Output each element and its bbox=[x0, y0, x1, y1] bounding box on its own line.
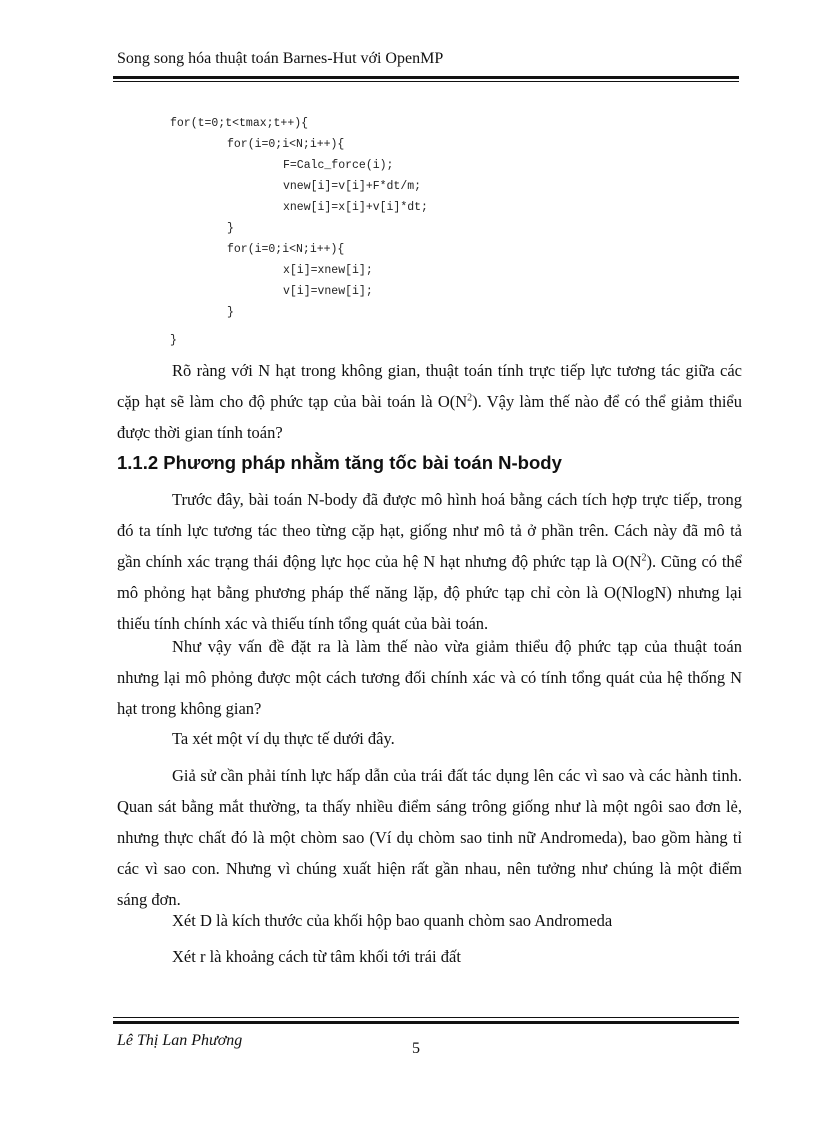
paragraph-define-d bbox=[117, 905, 742, 936]
code-line: } bbox=[227, 306, 234, 319]
section-heading: 1.1.2 Phương pháp nhằm tăng tốc bài toán N-body bbox=[117, 452, 562, 473]
code-line: for(t=0;t<tmax;t++){ bbox=[170, 117, 309, 130]
paragraph-text: Ta xét một ví dụ thực tế dưới đây. bbox=[172, 729, 395, 748]
paragraph-text: ). Vậy làm thế nào để có thể giảm thiểu được thời gian tính toán? bbox=[117, 392, 742, 442]
superscript: 2 bbox=[467, 392, 473, 404]
code-line: } bbox=[227, 222, 234, 235]
code-line: } bbox=[170, 334, 177, 347]
code-line: xnew[i]=x[i]+v[i]*dt; bbox=[283, 201, 428, 214]
footer-rule-thin bbox=[113, 1017, 739, 1018]
paragraph-history bbox=[117, 484, 742, 639]
code-line: for(i=0;i<N;i++){ bbox=[227, 243, 345, 256]
paragraph-example-intro bbox=[117, 723, 742, 754]
paragraph-text: Trước đây, bài toán N-body đã được mô hình hoá bằng cách tích hợp trực tiếp, trong đó ta tính lực tương tác theo từng cặp hạt, giống như mô tả ở phần trên. Cách này đã mô tả gần chính xác trạng thái động lực học của hệ N hạt nhưng độ phức tạp là O(N bbox=[117, 490, 742, 571]
header-rule-thin bbox=[113, 81, 739, 82]
code-line: x[i]=xnew[i]; bbox=[283, 264, 373, 277]
paragraph-text: Như vậy vấn đề đặt ra là làm thế nào vừa giảm thiểu độ phức tạp của thuật toán nhưng lại mô phỏng được một cách tương đối chính xác và có tính tổng quát của hệ thống N hạt trong không gian? bbox=[117, 637, 742, 718]
page-number: 5 bbox=[412, 1040, 420, 1057]
paragraph-define-r bbox=[117, 941, 742, 972]
paragraph-text: Xét r là khoảng cách từ tâm khối tới trái đất bbox=[172, 947, 461, 966]
footer-rule-thick bbox=[113, 1021, 739, 1024]
paragraph-text: Giả sử cần phải tính lực hấp dẫn của trái đất tác dụng lên các vì sao và các hành tinh. Quan sát bằng mắt thường, ta thấy nhiều điểm sáng trông giống như là một ngôi sao đơn lẻ, nhưng thực chất đó là một chòm sao (Ví dụ chòm sao tinh nữ Andromeda), bao gồm hàng tỉ các vì sao con. Nhưng vì chúng xuất hiện rất gần nhau, nên tưởng như chúng là một điểm sáng đơn. bbox=[117, 766, 742, 909]
code-line: F=Calc_force(i); bbox=[283, 159, 394, 172]
superscript: 2 bbox=[641, 552, 647, 564]
paragraph-text: Xét D là kích thước của khối hộp bao quanh chòm sao Andromeda bbox=[172, 911, 613, 930]
code-line: for(i=0;i<N;i++){ bbox=[227, 138, 345, 151]
paragraph-complexity bbox=[117, 355, 742, 448]
header-rule-thick bbox=[113, 76, 739, 79]
code-line: vnew[i]=v[i]+F*dt/m; bbox=[283, 180, 422, 193]
footer-author: Lê Thị Lan Phương bbox=[117, 1032, 243, 1049]
header-title: Song song hóa thuật toán Barnes-Hut với OpenMP bbox=[117, 50, 444, 67]
paragraph-example bbox=[117, 760, 742, 915]
code-line: v[i]=vnew[i]; bbox=[283, 285, 373, 298]
paragraph-text: Rõ ràng với N hạt trong không gian, thuật toán tính trực tiếp lực tương tác giữa các cặp hạt sẽ làm cho độ phức tạp của bài toán là O(N bbox=[117, 361, 742, 411]
paragraph-problem bbox=[117, 631, 742, 724]
paragraph-text: ). Cũng có thể mô phỏng hạt bằng phương pháp thế năng lặp, độ phức tạp chỉ còn là O(NlogN) nhưng lại thiếu tính chính xác và thiếu tính tổng quát của bài toán. bbox=[117, 552, 742, 633]
